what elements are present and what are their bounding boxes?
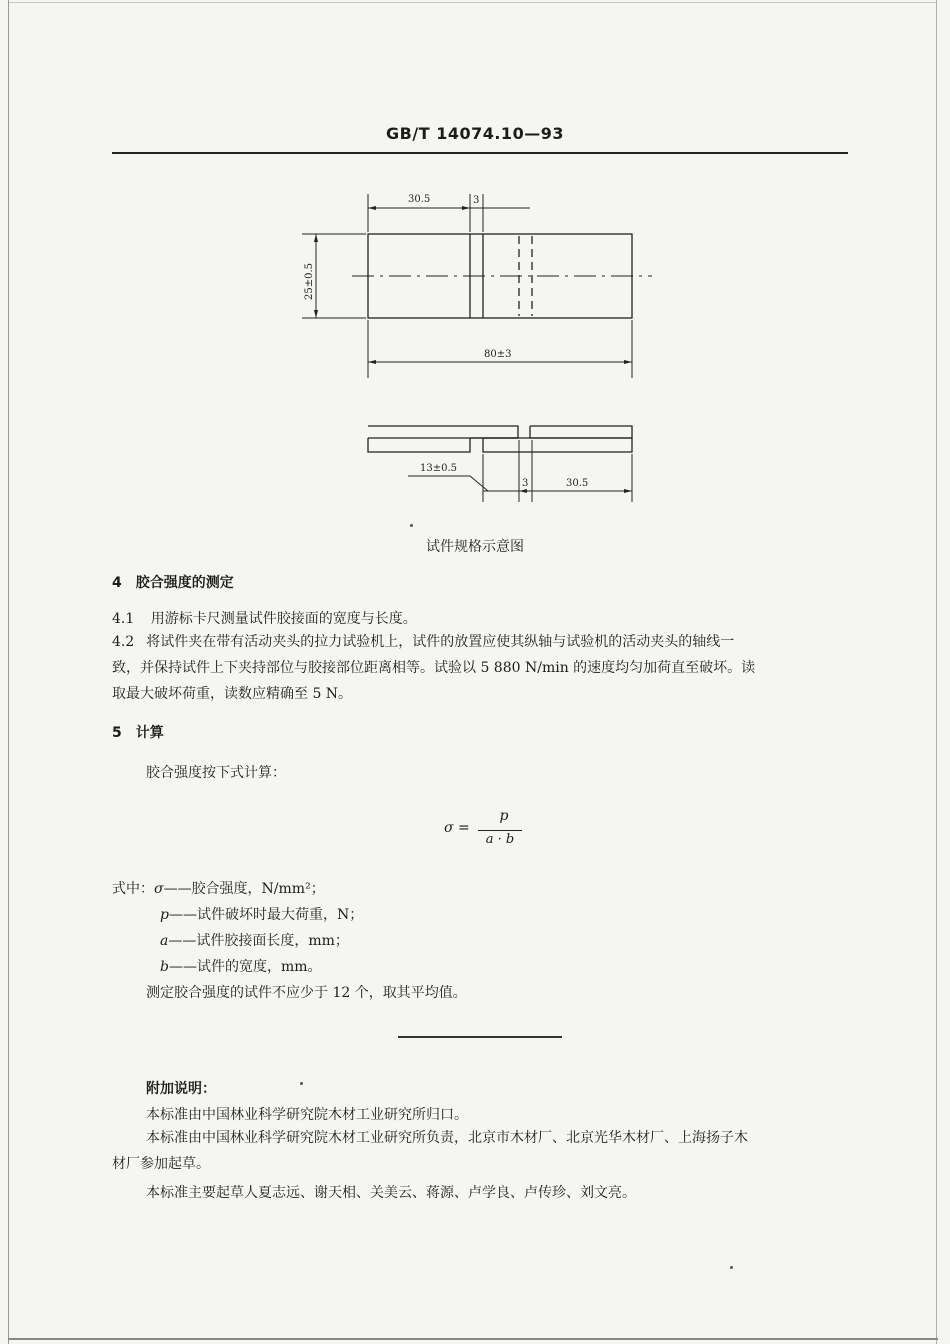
appendix-line-2b: 材厂参加起草。 [112,1156,210,1172]
var-sigma-symbol: σ [154,881,164,897]
item-4-2-line3: 取最大破坏荷重，读数应精确至 5 N。 [112,686,353,702]
fraction-bar [478,830,522,831]
dim-overlap: 13±0.5 [420,463,458,474]
formula-numerator: p [499,808,509,824]
dim-bottom-width: 30.5 [566,478,589,489]
var-sigma-desc: ——胶合强度，N/mm²； [163,881,325,897]
var-p-symbol: p [160,907,169,923]
where-clause [112,878,325,898]
appendix-line-1: 本标准由中国林业科学研究院木材工业研究所归口。 [146,1107,468,1123]
var-a-desc: ——试件胶接面长度，mm； [168,933,349,949]
separator-rule [398,1036,562,1038]
var-b [160,956,322,976]
section-5-heading: 5 计算 [112,725,164,741]
dim-bottom-gap: 3 [522,478,529,489]
var-b-symbol: b [160,959,169,975]
sample-count-note: 测定胶合强度的试件不应少于 12 个，取其平均值。 [146,985,467,1001]
dim-total-length: 80±3 [484,349,512,360]
strength-formula [440,808,530,852]
item-4-1-number: 4.1 [112,611,135,627]
formula-intro: 胶合强度按下式计算： [146,765,286,781]
page-border-left [8,0,9,1344]
dim-top-width: 30.5 [408,194,431,205]
specimen-diagram [290,180,670,520]
figure-caption: 试件规格示意图 [426,539,524,555]
scan-speck [410,524,413,527]
dim-height: 25±0.5 [304,262,315,300]
item-4-2-number: 4.2 [112,634,135,650]
appendix-title: 附加说明： [146,1081,216,1097]
dimension-arrows [314,206,632,493]
header-rule [112,152,848,154]
var-p [160,904,363,924]
standard-code-header: GB/T 14074.10—93 [386,124,564,143]
page-border-bottom [8,1338,938,1340]
where-label: 式中： [112,881,154,897]
item-4-2-line1: 将试件夹在带有活动夹头的拉力试验机上，试件的放置应使其纵轴与试验机的活动夹头的轴线一 [146,634,735,650]
scan-speck [730,1266,733,1269]
section-4-heading: 4 胶合强度的测定 [112,575,234,591]
appendix-line-2a: 本标准由中国林业科学研究院木材工业研究所负责，北京市木材厂、北京光华木材厂、上海扬子木 [146,1130,748,1146]
formula-denominator: a · b [485,832,515,847]
var-a-symbol: a [160,933,169,949]
page-border-right [936,0,937,1344]
scan-speck [300,1082,303,1085]
side-view-upper [368,426,518,438]
item-4-2 [112,629,852,707]
dim-top-gap: 3 [473,195,480,206]
var-b-desc: ——试件的宽度，mm。 [168,959,322,975]
item-4-1-text: 用游标卡尺测量试件胶接面的宽度与长度。 [150,611,417,627]
appendix-line-2 [112,1125,852,1177]
page-border-top [8,2,936,3]
appendix-line-3: 本标准主要起草人夏志远、谢天相、关美云、蒋源、卢学良、卢传珍、刘文亮。 [146,1185,636,1201]
var-p-desc: ——试件破坏时最大荷重，N； [168,907,364,923]
var-a [160,930,349,950]
item-4-2-line2: 致，并保持试件上下夹持部位与胶接部位距离相等。试验以 5 880 N/min 的速度均匀加荷直至破坏。读 [112,660,756,676]
formula-lhs: σ = [444,820,470,836]
item-4-1 [112,608,417,628]
